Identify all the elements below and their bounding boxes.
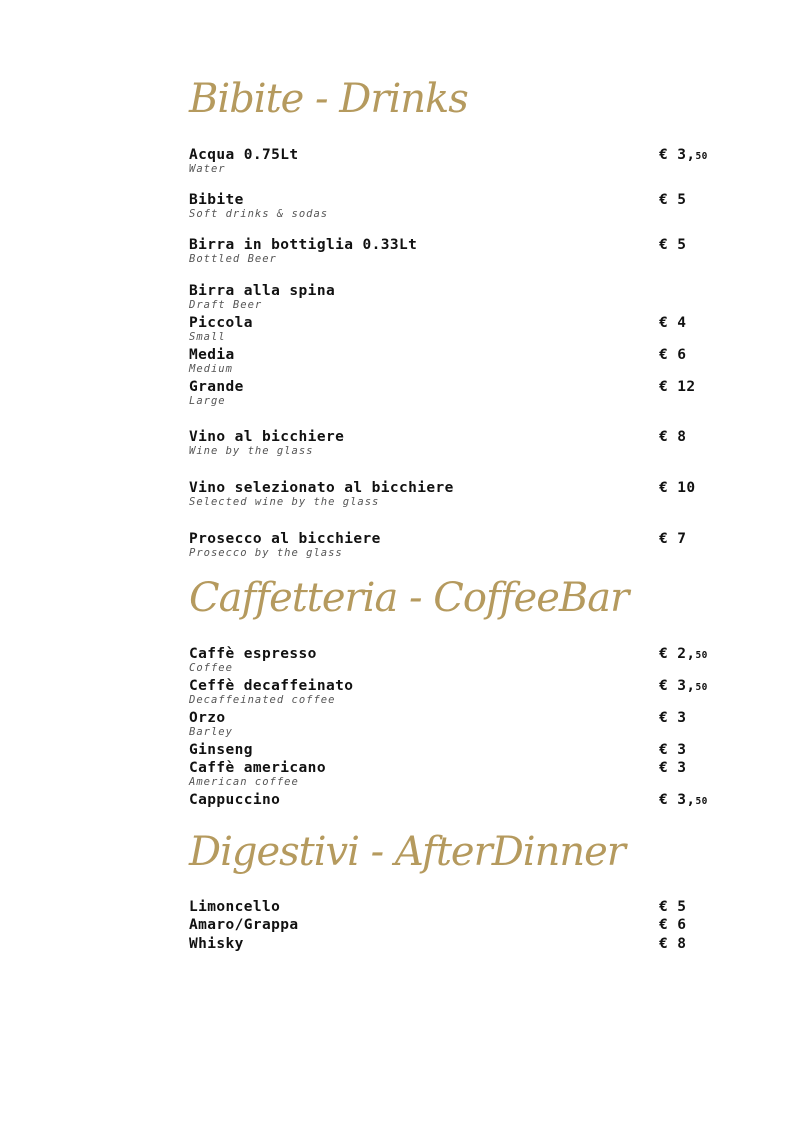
item-name: Ceffè decaffeinato — [189, 678, 354, 694]
item-translation: Decaffeinated coffee — [189, 694, 336, 706]
item-price: € 8 — [659, 936, 687, 952]
item-price: € 3 — [659, 760, 687, 776]
item-price: € 6 — [659, 917, 687, 933]
item-price: € 5 — [659, 192, 687, 208]
section-title-afterdinner: Digestivi - AfterDinner — [189, 829, 625, 875]
item-name: Birra in bottiglia 0.33Lt — [189, 237, 418, 253]
item-translation: Wine by the glass — [189, 445, 314, 457]
item-name: Caffè americano — [189, 760, 326, 776]
item-name: Limoncello — [189, 899, 281, 915]
item-name: Caffè espresso — [189, 646, 317, 662]
item-name: Bibite — [189, 192, 244, 208]
item-price: € 3,50 — [659, 678, 708, 694]
item-price: € 6 — [659, 347, 687, 363]
item-name: Birra alla spina — [189, 283, 336, 299]
item-price: € 7 — [659, 531, 687, 547]
item-translation: Water — [189, 163, 226, 175]
item-price: € 5 — [659, 899, 687, 915]
item-name: Vino selezionato al bicchiere — [189, 480, 454, 496]
item-price: € 3 — [659, 710, 687, 726]
item-name: Grande — [189, 379, 244, 395]
item-translation: Draft Beer — [189, 299, 263, 311]
item-translation: Prosecco by the glass — [189, 547, 343, 559]
item-price: € 10 — [659, 480, 696, 496]
item-translation: American coffee — [189, 776, 299, 788]
item-name: Prosecco al bicchiere — [189, 531, 381, 547]
item-translation: Selected wine by the glass — [189, 496, 380, 508]
item-translation: Barley — [189, 726, 233, 738]
item-price: € 5 — [659, 237, 687, 253]
item-name: Acqua 0.75Lt — [189, 147, 299, 163]
item-price: € 3,50 — [659, 792, 708, 808]
item-price: € 2,50 — [659, 646, 708, 662]
item-translation: Soft drinks & sodas — [189, 208, 329, 220]
item-translation: Large — [189, 395, 226, 407]
item-translation: Coffee — [189, 662, 233, 674]
item-translation: Bottled Beer — [189, 253, 277, 265]
item-name: Piccola — [189, 315, 253, 331]
item-price: € 3 — [659, 742, 687, 758]
item-name: Whisky — [189, 936, 244, 952]
section-title-coffeebar: Caffetteria - CoffeeBar — [189, 575, 629, 621]
item-name: Ginseng — [189, 742, 253, 758]
item-price: € 3,50 — [659, 147, 708, 163]
item-price: € 4 — [659, 315, 687, 331]
section-title-drinks: Bibite - Drinks — [189, 76, 468, 122]
item-price: € 12 — [659, 379, 696, 395]
item-price: € 8 — [659, 429, 687, 445]
item-name: Vino al bicchiere — [189, 429, 345, 445]
item-name: Media — [189, 347, 235, 363]
item-name: Orzo — [189, 710, 226, 726]
item-translation: Small — [189, 331, 226, 343]
item-name: Amaro/Grappa — [189, 917, 299, 933]
item-name: Cappuccino — [189, 792, 281, 808]
item-translation: Medium — [189, 363, 233, 375]
